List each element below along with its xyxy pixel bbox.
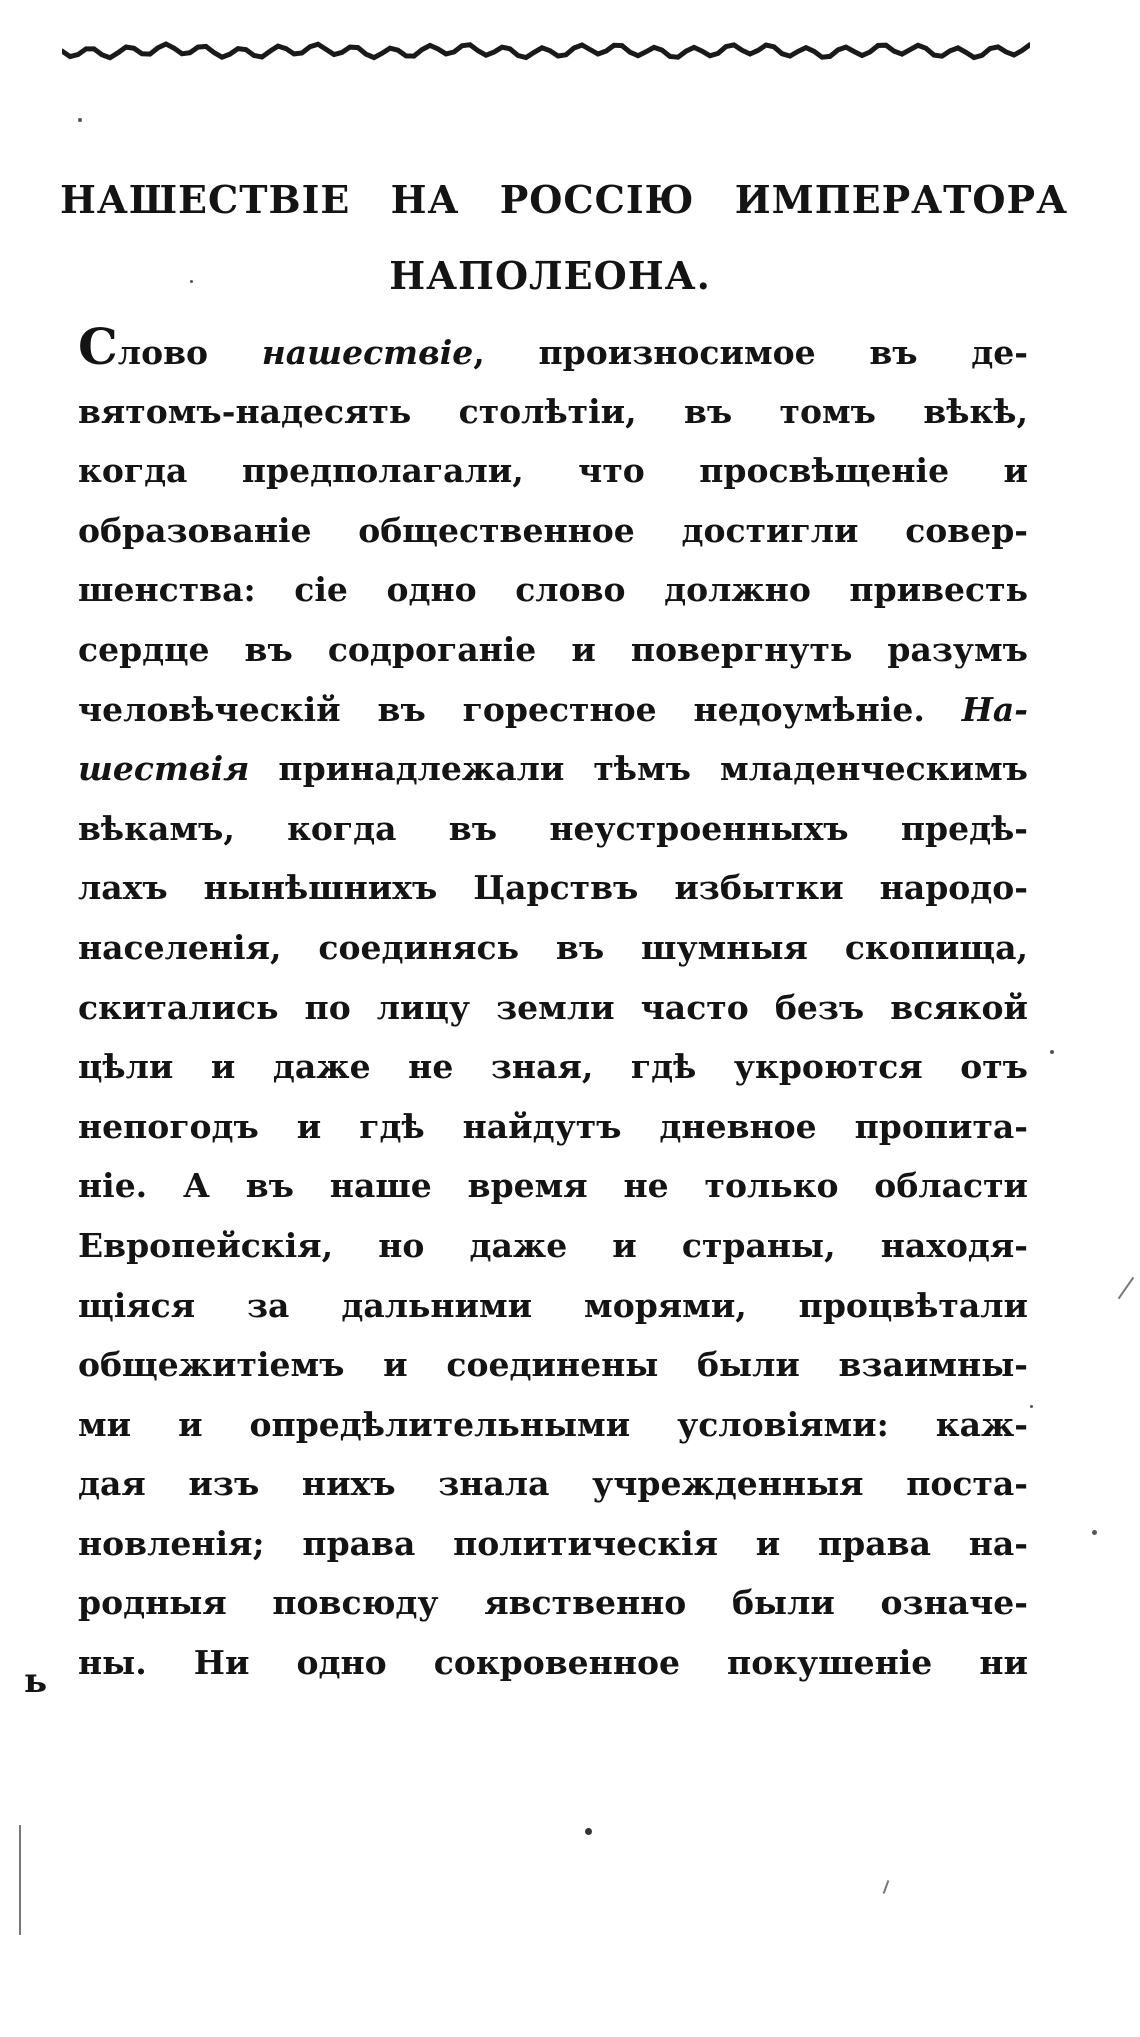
text-line-3: когда предполагали, что просвѣщеніе и bbox=[78, 451, 1028, 491]
scan-speck bbox=[1092, 1530, 1097, 1535]
text-line-4: образованіе общественное достигли совер- bbox=[78, 510, 1028, 550]
text-line-12: скитались по лицу земли часто безъ всякой bbox=[78, 987, 1028, 1027]
text-line-1: Слово нашествіе, произносимое въ де- bbox=[78, 322, 1028, 382]
text-line-15: ніе. А въ наше время не только области bbox=[78, 1166, 1028, 1206]
scan-speck bbox=[1050, 1050, 1054, 1054]
text-line-20: дая изъ нихъ знала учрежденныя поста- bbox=[78, 1464, 1028, 1504]
scan-speck bbox=[190, 280, 193, 283]
decorative-ornament-rule bbox=[62, 36, 1030, 66]
text-line-7: человѣческій въ горестное недоумѣніе. На- bbox=[78, 689, 1028, 729]
text-line-22: родныя повсюду явственно были означе- bbox=[78, 1583, 1028, 1623]
scan-scratch bbox=[1118, 1277, 1135, 1299]
text-line-8: шествія принадлежали тѣмъ младенческимъ bbox=[78, 749, 1028, 789]
text-line-17: щіяся за дальними морями, процвѣтали bbox=[78, 1285, 1028, 1325]
drop-cap: С bbox=[78, 322, 118, 376]
text-line-5: шенства: сіе одно слово должно привесть bbox=[78, 570, 1028, 610]
scan-speck bbox=[1030, 1405, 1033, 1408]
text-line-2: вятомъ-надесять столѣтіи, въ томъ вѣкѣ, bbox=[78, 391, 1028, 431]
scan-scratch bbox=[19, 1825, 21, 1935]
text-line-6: сердце въ содроганіе и повергнуть разумъ bbox=[78, 629, 1028, 669]
text-line-16: Европейскія, но даже и страны, находя- bbox=[78, 1225, 1028, 1265]
body-text bbox=[78, 322, 1028, 1693]
scan-speck bbox=[78, 118, 82, 122]
text-line-9: вѣкамъ, когда въ неустроенныхъ предѣ- bbox=[78, 808, 1028, 848]
text-line-10: лахъ нынѣшнихъ Царствъ избытки народо- bbox=[78, 868, 1028, 908]
margin-mark: ь bbox=[24, 1661, 48, 1701]
text-line-21: новленія; права политическія и права на- bbox=[78, 1523, 1028, 1563]
text-line-23: ны. Ни одно сокровенное покушеніе ни bbox=[78, 1643, 1028, 1683]
scan-speck bbox=[585, 1828, 592, 1835]
text-line-11: населенія, соединясь въ шумныя скопища, bbox=[78, 927, 1028, 967]
chapter-title-line-2: НАПОЛЕОНА. bbox=[389, 253, 711, 298]
chapter-title-line-1: НАШЕСТВІЕ НА РОССІЮ ИМПЕРАТОРА bbox=[60, 177, 1069, 222]
text-line-14: непогодъ и гдѣ найдутъ дневное пропита- bbox=[78, 1106, 1028, 1146]
text-line-19: ми и опредѣлительными условіями: каж- bbox=[78, 1404, 1028, 1444]
text-line-18: общежитіемъ и соединены были взаимны- bbox=[78, 1345, 1028, 1385]
text-line-13: цѣли и даже не зная, гдѣ укроются отъ bbox=[78, 1047, 1028, 1087]
scan-scratch bbox=[883, 1880, 890, 1894]
